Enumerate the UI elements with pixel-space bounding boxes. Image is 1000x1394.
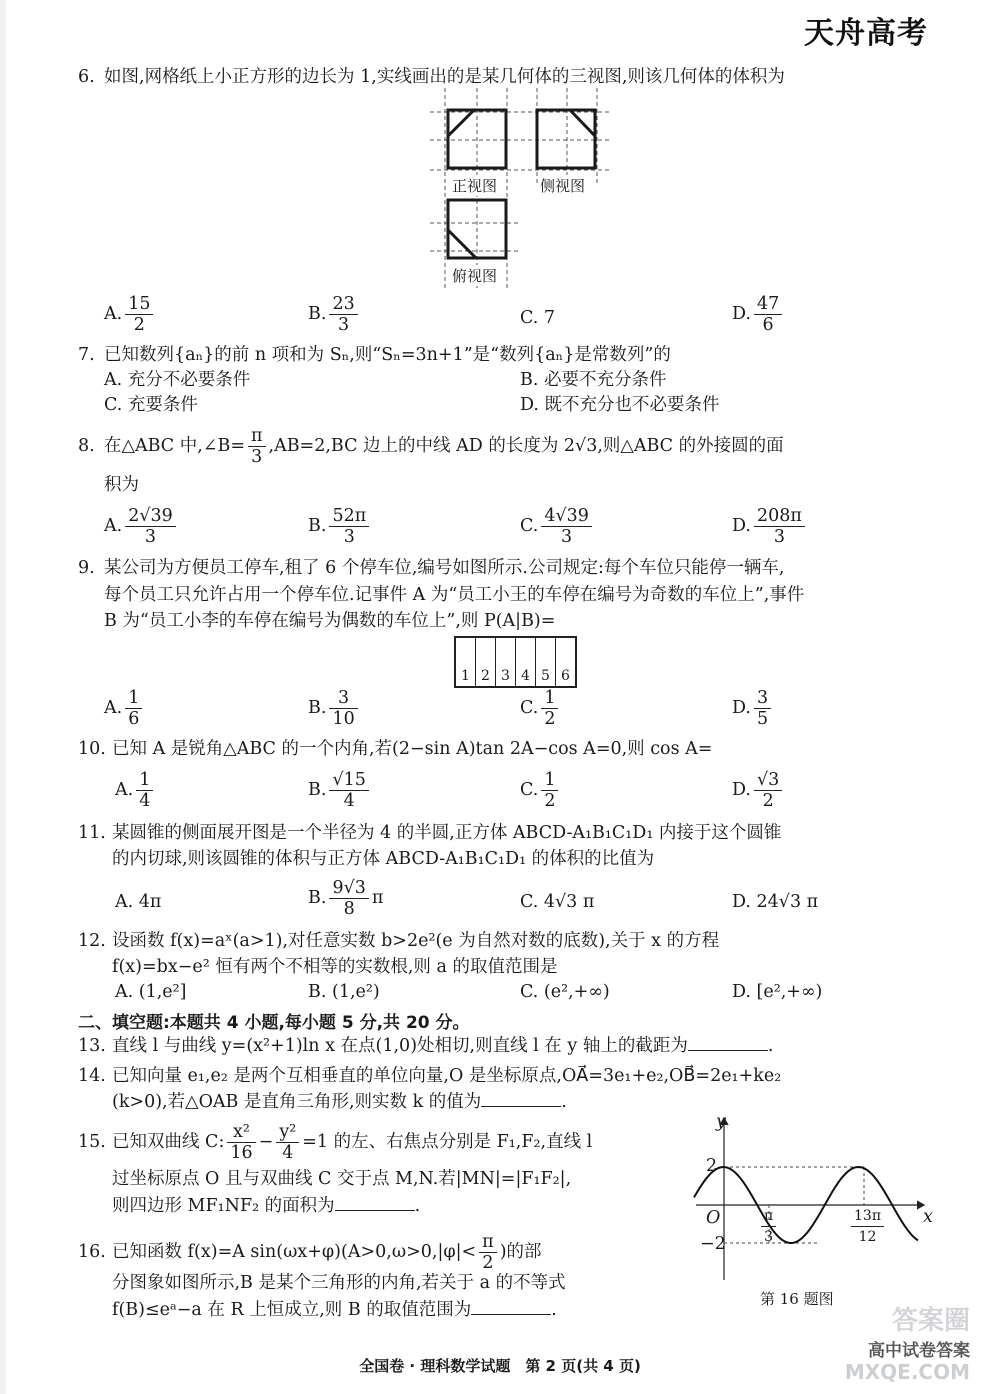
option-c[interactable]: C. (e²,+∞) xyxy=(520,982,610,1002)
answer-blank[interactable] xyxy=(688,1032,768,1051)
parking-space: 2 xyxy=(476,638,496,686)
question-9-line3: B 为“员工小李的车停在编号为偶数的车位上”,则 P(A|B)= xyxy=(104,611,556,631)
question-10 xyxy=(78,736,712,762)
question-11-line2: 的内切球,则该圆锥的体积与正方体 ABCD-A₁B₁C₁D₁ 的体积的比值为 xyxy=(112,849,655,869)
option-a[interactable]: A. $\frac{1}{6}$ xyxy=(104,688,145,729)
option-c[interactable]: C. 充要条件 xyxy=(104,395,198,415)
origin-label: O xyxy=(706,1208,721,1228)
parking-space: 5 xyxy=(536,638,556,686)
question-number: 11. xyxy=(78,823,106,843)
question-number: 15. xyxy=(78,1132,106,1152)
option-d[interactable]: D. $\frac{208\pi}{3}$ xyxy=(732,506,808,547)
parking-spaces xyxy=(454,636,577,688)
option-c[interactable]: C. 7 xyxy=(520,308,556,328)
option-d[interactable]: D. [e²,+∞) xyxy=(732,982,823,1002)
question-15-line2: 过坐标原点 O 且与双曲线 C 交于点 M,N.若|MN|=|F₁F₂|, xyxy=(112,1169,572,1189)
side-view-edge xyxy=(570,110,595,136)
y-tick-top: 2 xyxy=(706,1156,718,1176)
question-number: 14. xyxy=(78,1066,106,1086)
question-12: 12. 设函数 f(x)=aˣ(a>1),对任意实数 b>2e²(e 为自然对数的底数),关于 x 的方程 xyxy=(78,928,719,954)
brand-logo: 天舟高考 xyxy=(804,16,928,51)
option-c[interactable]: C. $\frac{4√39}{3}$ xyxy=(520,506,595,547)
parking-space: 3 xyxy=(496,638,516,686)
sine-graph-figure xyxy=(686,1110,936,1290)
y-tick-bottom: −2 xyxy=(700,1234,726,1254)
question-number: 8. xyxy=(78,436,95,456)
option-d[interactable]: D. $\frac{3}{5}$ xyxy=(732,688,774,729)
option-a[interactable]: A. $\frac{15}{2}$ xyxy=(104,294,156,335)
question-15: 15. 已知双曲线 C: $\frac{\text{x²}}{16}$ − $\frac{\text{y²}}{4}$ =1 的左、右焦点分别是 F₁,F₂,直线 l xyxy=(78,1122,593,1163)
question-8-cont: 积为 xyxy=(104,475,139,495)
question-14-line2: (k>0),若△OAB 是直角三角形,则实数 k 的值为 . xyxy=(112,1088,567,1115)
option-a[interactable]: A. (1,e²] xyxy=(115,982,187,1002)
front-view-label: 正视图 xyxy=(452,177,498,195)
question-7 xyxy=(78,342,671,368)
question-stem: 已知 A 是锐角△ABC 的一个内角,若(2−sin A)tan 2A−cos A=0,则 cos A= xyxy=(112,739,713,759)
option-d[interactable]: D. $\frac{47}{6}$ xyxy=(732,294,785,335)
question-number: 12. xyxy=(78,931,106,951)
option-b[interactable]: B. $\frac{23}{3}$ xyxy=(308,294,361,335)
option-a[interactable]: A. $\frac{1}{4}$ xyxy=(115,770,156,811)
option-d[interactable]: D. 既不充分也不必要条件 xyxy=(520,395,720,415)
page-footer: 全国卷 · 理科数学试题 第 2 页(共 4 页) xyxy=(359,1357,641,1375)
option-b[interactable]: B. $\frac{3}{10}$ xyxy=(308,688,361,729)
option-b[interactable]: B. $\frac{52\pi}{3}$ xyxy=(308,506,372,547)
x-tick-13pi-over-12: $\frac{13\pi}{12}$ xyxy=(848,1206,887,1247)
option-b[interactable]: B. $\frac{√15}{4}$ xyxy=(308,770,372,811)
parking-space: 4 xyxy=(516,638,536,686)
option-b[interactable]: B. 必要不充分条件 xyxy=(520,370,667,390)
top-view-edge xyxy=(448,230,476,258)
question-number: 6. xyxy=(78,67,95,87)
question-12-line2: f(x)=bx−e² 恒有两个不相等的实数根,则 a 的取值范围是 xyxy=(112,957,558,977)
answer-blank[interactable] xyxy=(471,1296,551,1315)
question-15-line3: 则四边形 MF₁NF₂ 的面积为 . xyxy=(112,1192,420,1219)
option-d[interactable]: D. 24√3 π xyxy=(732,892,819,912)
option-b[interactable]: B. $\frac{9√3}{8}$ π xyxy=(308,878,384,919)
y-axis-label: y xyxy=(716,1112,726,1132)
parking-space: 6 xyxy=(561,668,570,684)
answer-blank[interactable] xyxy=(335,1192,415,1211)
question-9: 9. 某公司为方便员工停车,租了 6 个停车位,编号如图所示.公司规定:每个车位只能停一辆车, xyxy=(78,555,784,581)
question-6 xyxy=(78,64,785,90)
side-view-label: 侧视图 xyxy=(540,177,586,195)
watermark-text: 高中试卷答案 xyxy=(868,1341,970,1361)
watermark-logo: 答案圈 xyxy=(891,1306,970,1336)
question-stem: 已知数列{aₙ}的前 n 项和为 Sₙ,则“Sₙ=3n+1”是“数列{aₙ}是常数列”的 xyxy=(104,345,671,365)
question-number: 13. xyxy=(78,1036,106,1056)
side-view-square xyxy=(537,110,595,168)
question-number: 7. xyxy=(78,345,95,365)
watermark-url: MXQE.COM xyxy=(844,1360,970,1384)
parking-space: 1 xyxy=(456,638,476,686)
question-stem: 如图,网格纸上小正方形的边长为 1,实线画出的是某几何体的三视图,则该几何体的体积为 xyxy=(104,67,785,87)
option-c[interactable]: C. 4√3 π xyxy=(520,892,595,912)
question-11: 11. 某圆锥的侧面展开图是一个半径为 4 的半圆,正方体 ABCD-A₁B₁C₁D₁ 内接于这个圆锥 xyxy=(78,820,781,846)
question-16-line3: f(B)≤eᵃ−a 在 R 上恒成立,则 B 的取值范围为 . xyxy=(112,1296,557,1323)
x-tick-pi-over-3: $\frac{\pi}{3}$ xyxy=(758,1206,779,1247)
option-c[interactable]: C. $\frac{1}{2}$ xyxy=(520,688,561,729)
option-a[interactable]: A. 充分不必要条件 xyxy=(104,370,251,390)
question-14: 14. 已知向量 e₁,e₂ 是两个互相垂直的单位向量,O 是坐标原点,OA⃗=3e₁+e₂,OB⃗=2e₁+ke₂ xyxy=(78,1063,781,1089)
option-b[interactable]: B. (1,e²) xyxy=(308,982,380,1002)
x-axis-label: x xyxy=(923,1207,933,1227)
answer-blank[interactable] xyxy=(481,1088,561,1107)
page-edge xyxy=(0,0,6,1394)
question-16: 16. 已知函数 f(x)=A sin(ωx+φ)(A>0,ω>0,|φ|< $\frac{\pi}{2}$ )的部 xyxy=(78,1232,542,1273)
question-9-line2: 每个员工只允许占用一个停车位.记事件 A 为“员工小王的车停在编号为奇数的车位上”,事件 xyxy=(104,585,805,605)
front-view-edge xyxy=(448,110,474,136)
option-d[interactable]: D. $\frac{√3}{2}$ xyxy=(732,770,785,811)
option-c[interactable]: C. $\frac{1}{2}$ xyxy=(520,770,561,811)
question-number: 16. xyxy=(78,1242,106,1262)
top-view-label: 俯视图 xyxy=(452,267,498,285)
question-13: 13. 直线 l 与曲线 y=(x²+1)ln x 在点(1,0)处相切,则直线 l 在 y 轴上的截距为 . xyxy=(78,1032,773,1059)
option-a[interactable]: A. $\frac{2√39}{3}$ xyxy=(104,506,179,547)
question-16-line2: 分图象如图所示,B 是某个三角形的内角,若关于 a 的不等式 xyxy=(112,1273,566,1293)
question-8: 8. 在△ABC 中,∠B= $\frac{\pi}{3}$ ,AB=2,BC 边上的中线 AD 的长度为 2√3,则△ABC 的外接圆的面 xyxy=(78,426,784,467)
question-number: 10. xyxy=(78,739,106,759)
option-a[interactable]: A. 4π xyxy=(115,892,162,912)
section-title: 二、填空题:本题共 4 小题,每小题 5 分,共 20 分。 xyxy=(78,1013,470,1033)
question-number: 9. xyxy=(78,558,95,578)
figure-caption: 第 16 题图 xyxy=(760,1290,834,1308)
